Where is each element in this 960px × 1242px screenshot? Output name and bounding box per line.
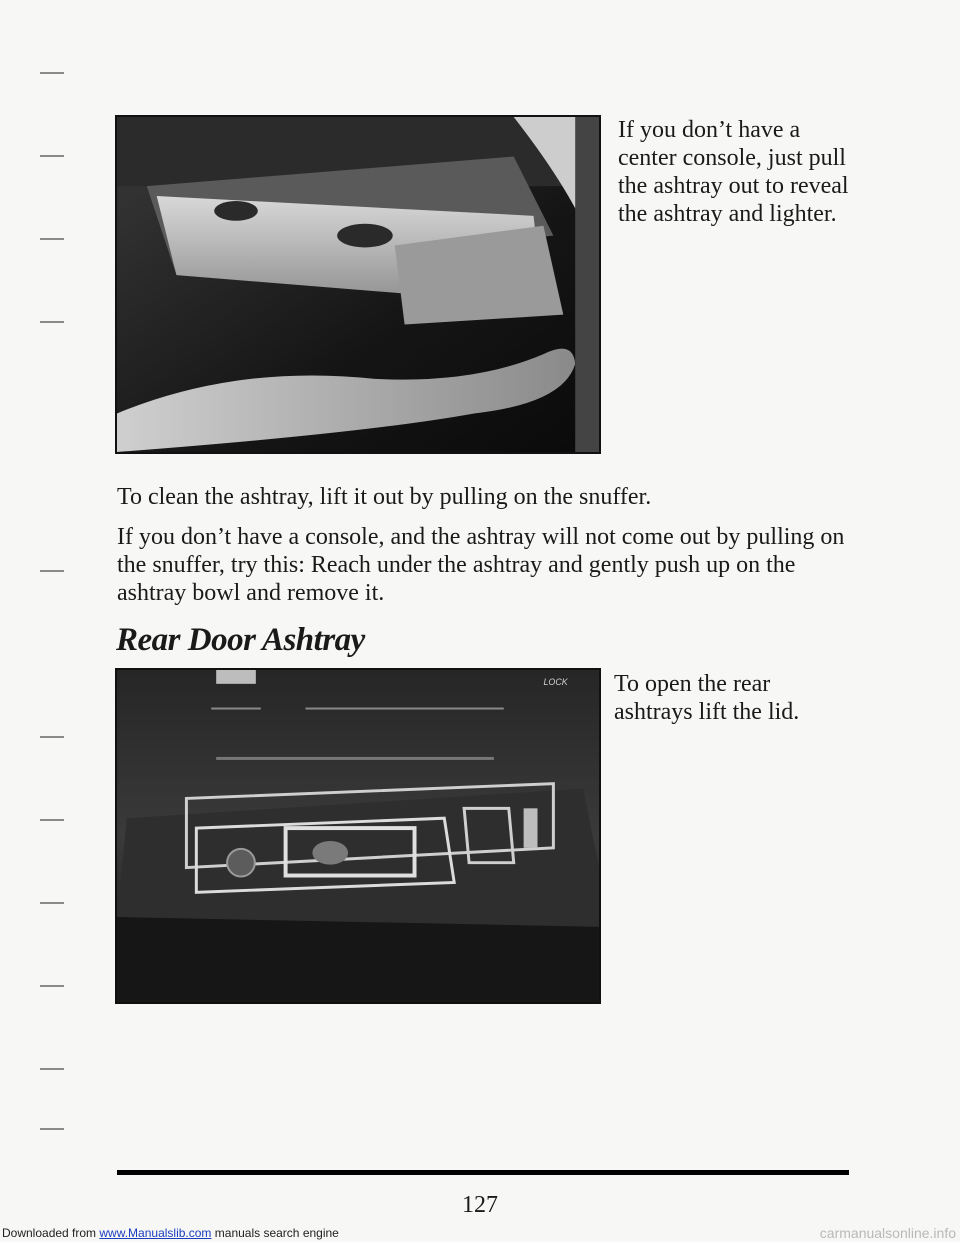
download-notice — [2, 1224, 339, 1242]
lock-label: LOCK — [543, 676, 568, 687]
margin-mark — [40, 321, 64, 323]
margin-mark — [40, 1128, 64, 1130]
page-number: 127 — [462, 1192, 498, 1218]
section-title: Rear Door Ashtray — [116, 622, 365, 658]
ashtray-photo — [115, 115, 601, 454]
rear-ashtray-photo — [115, 668, 601, 1004]
remove-ashtray-paragraph: If you don’t have a console, and the ashtray will not come out by pulling on the snuffer, try this: Reach under the ashtray and gently push up on the ashtray bowl and remove it. — [117, 524, 845, 606]
clean-ashtray-paragraph: To clean the ashtray, lift it out by pulling on the snuffer. — [117, 484, 652, 510]
downloaded-prefix: Downloaded from — [2, 1226, 100, 1240]
margin-mark — [40, 570, 64, 572]
margin-mark — [40, 736, 64, 738]
margin-mark — [40, 238, 64, 240]
manualslib-link[interactable]: www.Manualslib.com — [99, 1226, 212, 1240]
margin-mark — [40, 985, 64, 987]
margin-mark — [40, 1068, 64, 1070]
margin-mark — [40, 72, 64, 74]
ashtray-side-text: If you don’t have a center console, just pull the ashtray out to reveal the ashtray and lighter. — [618, 117, 849, 227]
margin-mark — [40, 155, 64, 157]
download-footer — [0, 1224, 960, 1242]
ashtray-photo-illustration — [117, 117, 599, 452]
watermark: carmanualsonline.info — [819, 1225, 956, 1241]
rear-ashtray-photo-illustration — [117, 670, 599, 1002]
margin-mark — [40, 902, 64, 904]
rear-ashtray-side-text: To open the rear ashtrays lift the lid. — [614, 671, 800, 725]
margin-mark — [40, 819, 64, 821]
downloaded-suffix: manuals search engine — [211, 1226, 339, 1240]
footer-rule — [117, 1170, 849, 1175]
